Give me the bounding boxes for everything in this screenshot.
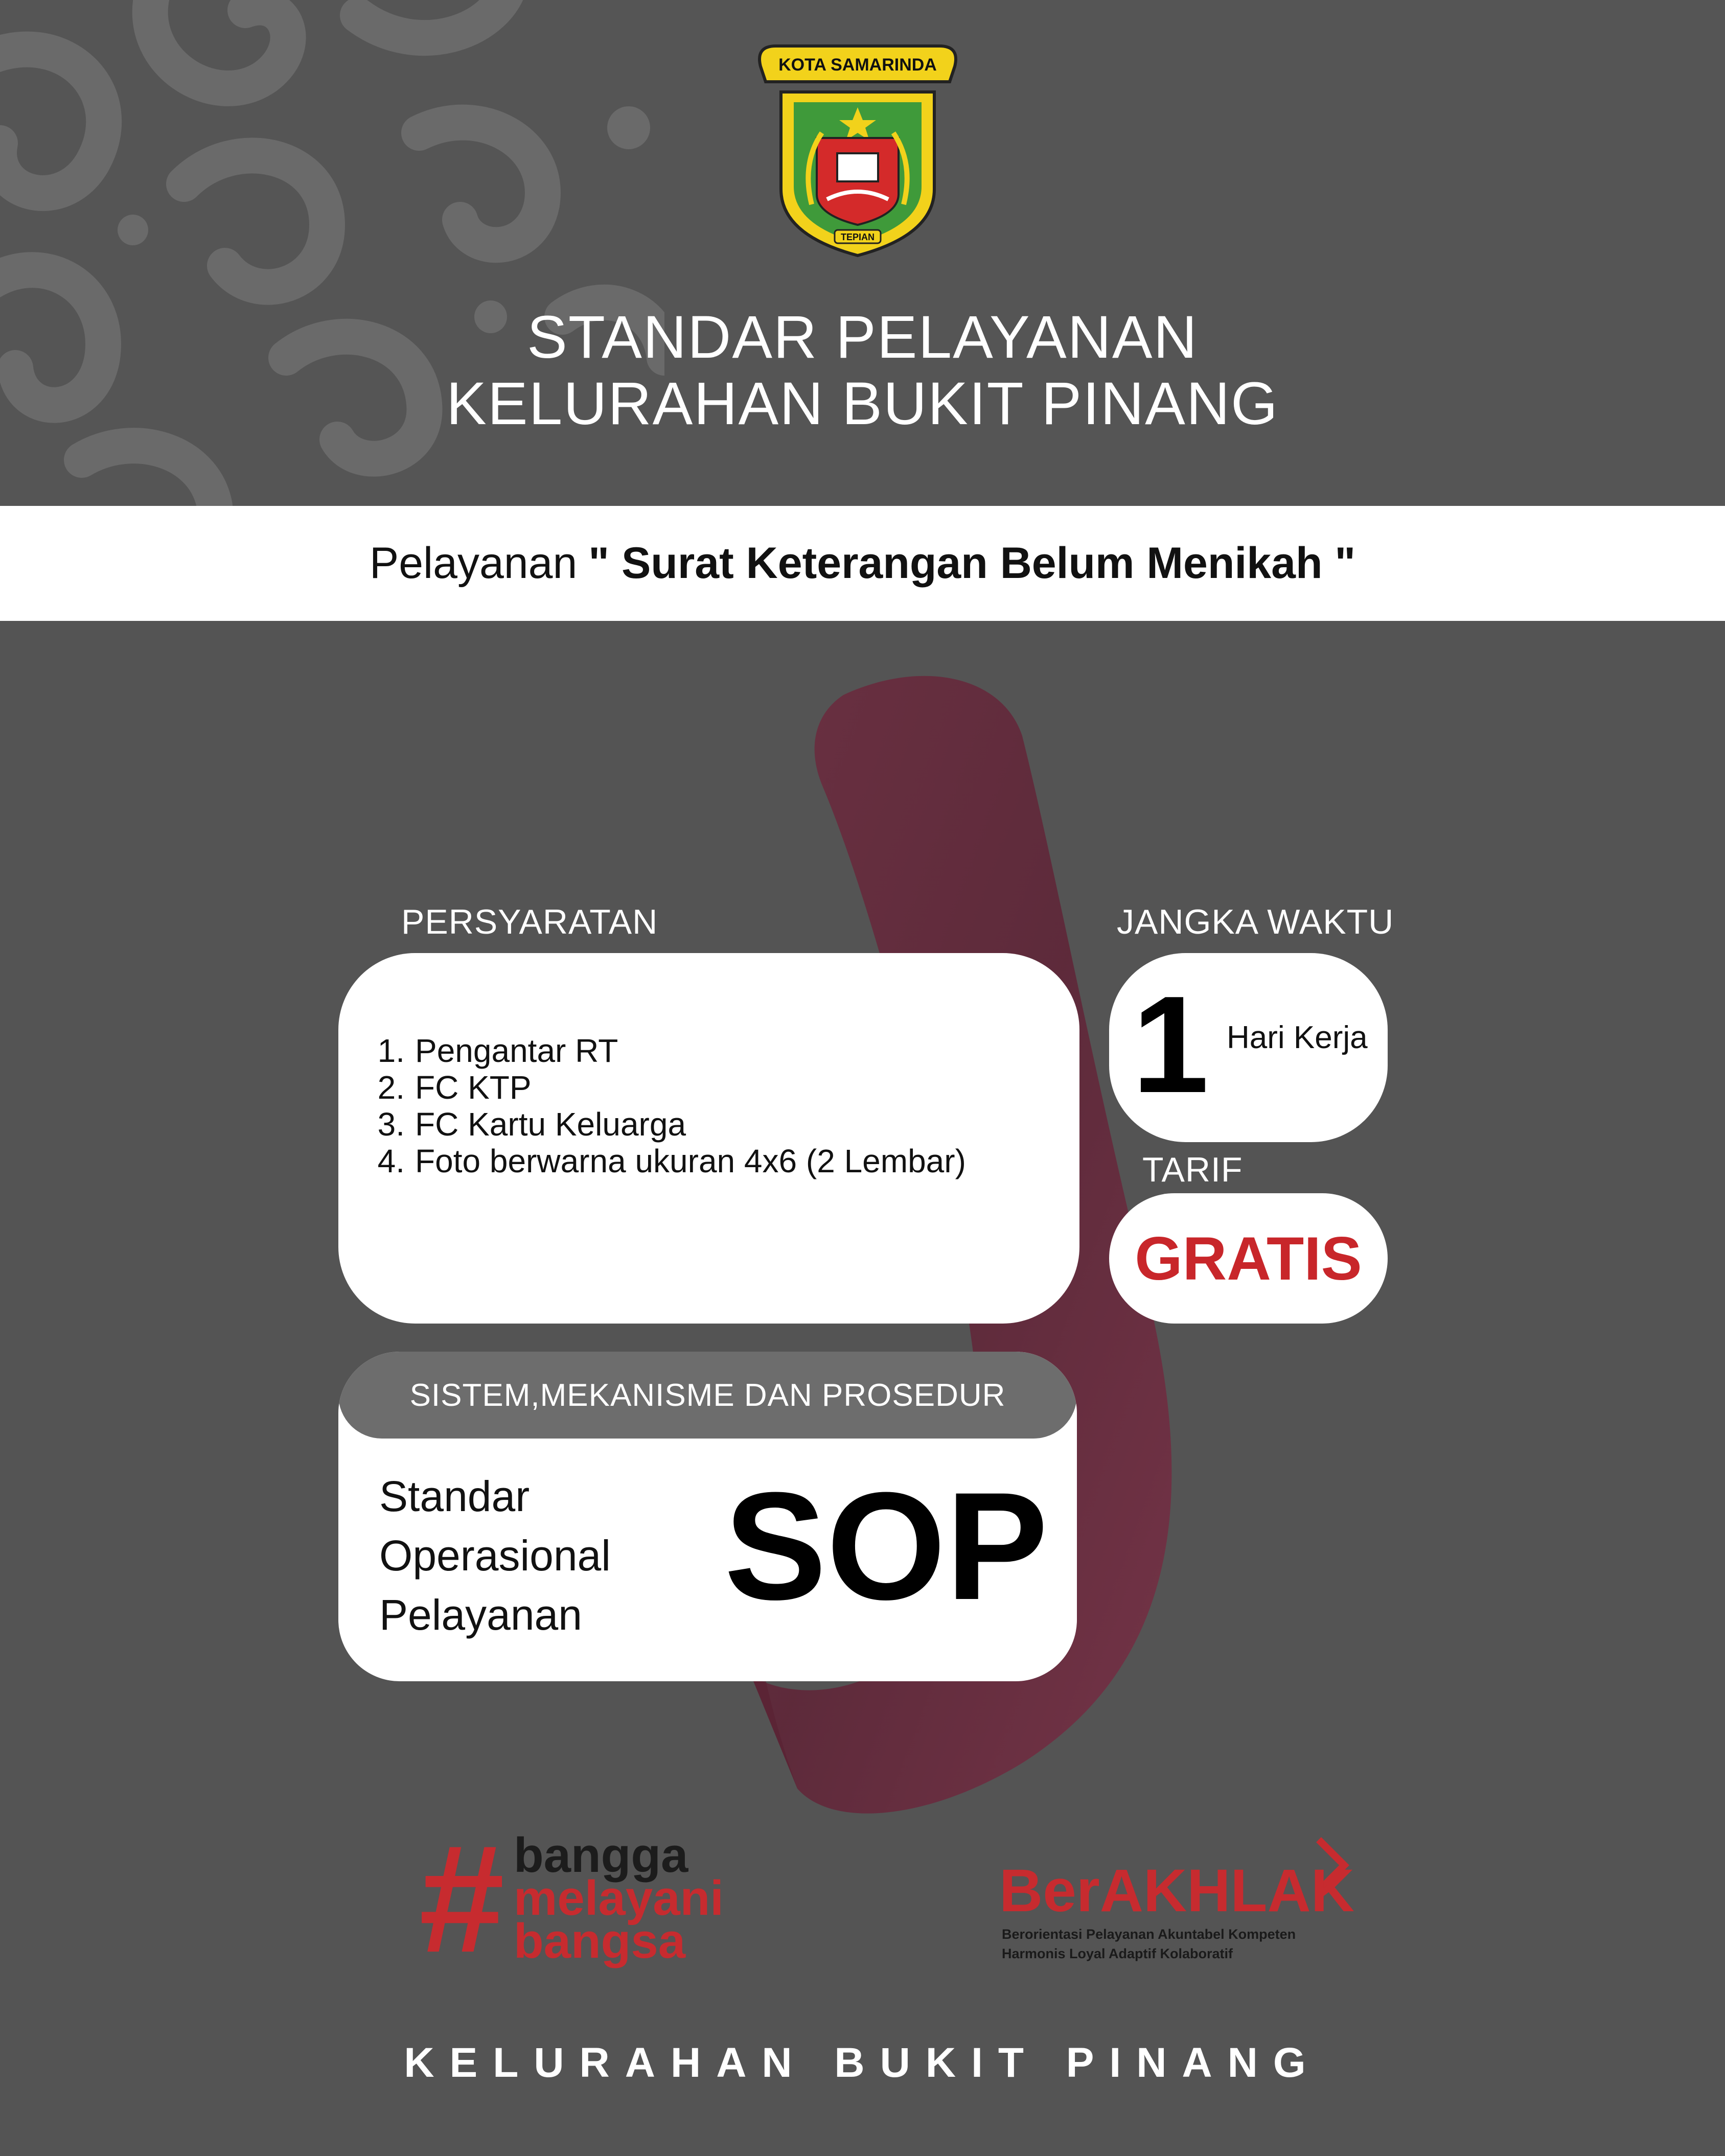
header-background	[0, 0, 1725, 506]
procedure-description	[379, 1467, 611, 1644]
tariff-value: GRATIS	[1135, 1224, 1362, 1293]
melayani-word: melayani	[514, 1871, 724, 1926]
footer-title: KELURAHAN BUKIT PINANG	[404, 2039, 1321, 2086]
procedure-line1: Standar	[379, 1472, 530, 1520]
list-item-text: FC Kartu Keluarga	[415, 1106, 686, 1143]
service-prefix: Pelayanan	[369, 539, 578, 588]
berakhlak-tagline-1: Berorientasi Pelayanan Akuntabel Kompeten	[1002, 1927, 1296, 1942]
procedure-line2: Operasional	[379, 1532, 611, 1580]
sop-abbreviation: SOP	[724, 1460, 1048, 1632]
service-title: " Surat Keterangan Belum Menikah "	[588, 539, 1356, 588]
tariff-label: TARIF	[1142, 1150, 1243, 1189]
list-item-number: 3.	[377, 1106, 405, 1143]
bangsa-word: bangsa	[514, 1914, 686, 1968]
bangga-word: bangga	[514, 1828, 688, 1883]
list-item-number: 4.	[377, 1143, 405, 1179]
procedure-header: SISTEM,MEKANISME DAN PROSEDUR	[338, 1352, 1077, 1439]
list-item	[366, 1143, 966, 1179]
requirements-card	[338, 953, 1079, 1324]
page-title-line1: STANDAR PELAYANAN	[527, 304, 1198, 371]
page-title-line2: KELURAHAN BUKIT PINANG	[446, 370, 1279, 437]
duration-value: 1	[1132, 968, 1209, 1122]
duration-unit: Hari Kerja	[1227, 1020, 1368, 1055]
tariff-card	[1109, 1193, 1388, 1324]
berakhlak-wordmark: BerAKHLAK	[999, 1857, 1354, 1925]
duration-card	[1109, 953, 1388, 1142]
list-item-number: 2.	[377, 1069, 405, 1106]
duration-label: JANGKA WAKTU	[1117, 902, 1394, 941]
requirements-label: PERSYARATAN	[401, 902, 658, 941]
service-name-banner	[0, 506, 1725, 621]
list-item	[366, 1106, 966, 1143]
svg-text:KOTA SAMARINDA: KOTA SAMARINDA	[778, 55, 937, 75]
list-item	[366, 1032, 966, 1069]
svg-text:TEPIAN: TEPIAN	[840, 232, 875, 242]
procedure-line3: Pelayanan	[379, 1591, 582, 1639]
list-item-text: FC KTP	[415, 1069, 532, 1106]
list-item	[366, 1069, 966, 1106]
kota-samarinda-emblem	[750, 36, 965, 261]
berakhlak-logo	[997, 1829, 1365, 1967]
berakhlak-tagline-2: Harmonis Loyal Adaptif Kolaboratif	[1002, 1946, 1233, 1961]
bangga-melayani-bangsa-logo	[419, 1813, 736, 1984]
list-item-text: Pengantar RT	[415, 1032, 618, 1069]
list-item-text: Foto berwarna ukuran 4x6 (2 Lembar)	[415, 1143, 966, 1179]
list-item-number: 1.	[377, 1032, 405, 1069]
hashtag-icon: #	[419, 1813, 504, 1984]
procedure-card	[338, 1352, 1077, 1681]
requirements-list	[366, 1032, 966, 1179]
